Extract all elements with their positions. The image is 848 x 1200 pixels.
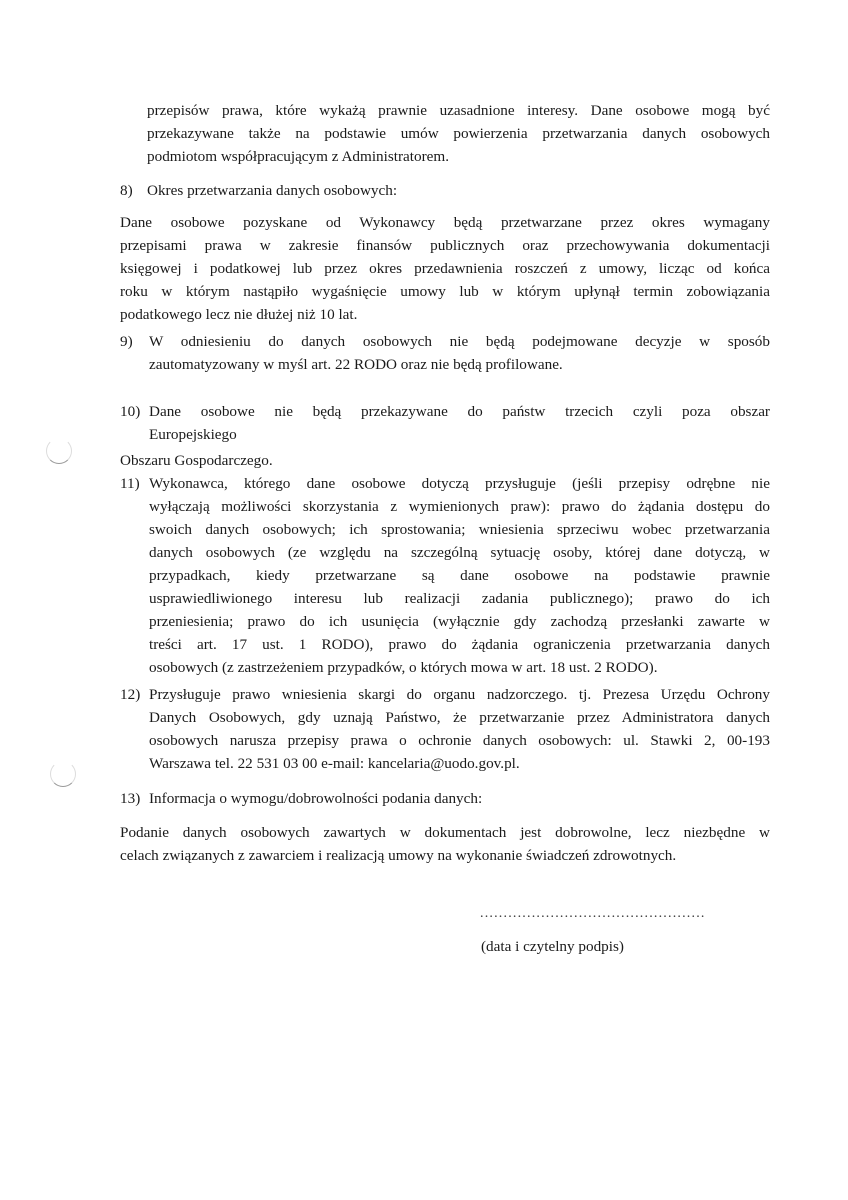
- item11-line: danych osobowych (ze względu na szczególną sytuację osoby, której dane dotyczą, w: [149, 544, 770, 561]
- item8-body-line: przepisami prawa w zakresie finansów publicznych oraz przechowywania dokumentacji: [120, 237, 770, 254]
- item11-line: przypadkach, kiedy przetwarzane są dane osobowe na podstawie prawnie: [149, 567, 770, 584]
- item11-line: wyłączają możliwości skorzystania z wymienionych praw): prawo do żądania dostępu do: [149, 498, 770, 515]
- signature-caption: (data i czytelny podpis): [481, 938, 624, 955]
- item9-line: W odniesieniu do danych osobowych nie będą podejmowane decyzje w sposób: [149, 333, 770, 350]
- item12-line: Przysługuje prawo wniesienia skargi do organu nadzorczego. tj. Prezesa Urzędu Ochrony: [149, 686, 770, 703]
- item11-line: swoich danych osobowych; ich sprostowania; wniesienia sprzeciwu wobec przetwarzania: [149, 521, 770, 538]
- item11-line: usprawiedliwionego interesu lub realizacji zadania publicznego); prawo do ich: [149, 590, 770, 607]
- item8-body-line: księgowej i podatkowej lub przez okres przedawnienia roszczeń z umowy, licząc od końca: [120, 260, 770, 277]
- item13-body-line: celach związanych z zawarciem i realizacją umowy na wykonanie świadczeń zdrowotnych.: [120, 847, 677, 864]
- item12-line: osobowych narusza przepisy prawa o ochronie danych osobowych: ul. Stawki 2, 00-193: [149, 732, 770, 749]
- item13-heading: Informacja o wymogu/dobrowolności podania danych:: [149, 790, 483, 807]
- item11-line: Wykonawca, którego dane osobowe dotyczą przysługuje (jeśli przepisy odrębne nie: [149, 475, 770, 492]
- item12-line: Danych Osobowych, gdy uznają Państwo, że przetwarzanie przez Administratora danych: [149, 709, 770, 726]
- item8-body-line: podatkowego lecz nie dłużej niż 10 lat.: [120, 306, 358, 323]
- item12-number: 12): [120, 686, 141, 703]
- signature-line: ................................................: [480, 906, 706, 921]
- intro-line: przekazywane także na podstawie umów powierzenia przetwarzania danych osobowych: [147, 125, 770, 142]
- item11-line: przeniesienia; prawo do ich usunięcia (wyłącznie gdy zachodzą przesłanki zawarte w: [149, 613, 770, 630]
- item13-body-line: Podanie danych osobowych zawartych w dokumentach jest dobrowolne, lecz niezbędne w: [120, 824, 770, 841]
- punch-hole-mark: [50, 761, 76, 787]
- intro-line: przepisów prawa, które wykażą prawnie uzasadnione interesy. Dane osobowe mogą być: [147, 102, 770, 119]
- punch-hole-mark: [46, 438, 72, 464]
- item9-line: zautomatyzowany w myśl art. 22 RODO oraz nie będą profilowane.: [149, 356, 563, 373]
- item12-line: Warszawa tel. 22 531 03 00 e-mail: kancelaria@uodo.gov.pl.: [149, 755, 520, 772]
- item11-line: osobowych (z zastrzeżeniem przypadków, o których mowa w art. 18 ust. 2 RODO).: [149, 659, 658, 676]
- item8-heading: Okres przetwarzania danych osobowych:: [147, 182, 398, 199]
- item10-number: 10): [120, 403, 141, 420]
- item13-number: 13): [120, 790, 141, 807]
- item10-line: Europejskiego: [149, 426, 237, 443]
- item10-continuation: Obszaru Gospodarczego.: [120, 452, 273, 469]
- intro-line: podmiotom współpracującym z Administratorem.: [147, 148, 450, 165]
- item11-line: treści art. 17 ust. 1 RODO), prawo do żądania ograniczenia przetwarzania danych: [149, 636, 770, 653]
- item8-number: 8): [120, 182, 133, 199]
- item10-line: Dane osobowe nie będą przekazywane do państw trzecich czyli poza obszar: [149, 403, 770, 420]
- item9-number: 9): [120, 333, 133, 350]
- item11-number: 11): [120, 475, 140, 492]
- item8-body-line: Dane osobowe pozyskane od Wykonawcy będą przetwarzane przez okres wymagany: [120, 214, 770, 231]
- item8-body-line: roku w którym nastąpiło wygaśnięcie umowy lub w którym upłynął termin zobowiązania: [120, 283, 770, 300]
